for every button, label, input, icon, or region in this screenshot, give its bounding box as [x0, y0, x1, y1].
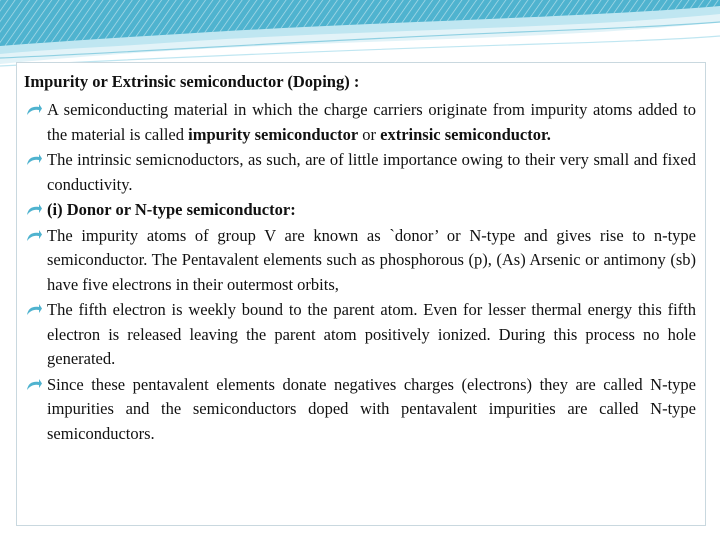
curved-arrow-icon: [25, 303, 43, 317]
bullet-item: [24, 224, 696, 298]
bullet-item: [24, 98, 696, 147]
slide-title: Impurity or Extrinsic semiconductor (Doping) :: [24, 72, 360, 91]
bullet-text: A semiconducting material in which the charge carriers originate from impurity atoms added to the material is called: [47, 100, 696, 144]
bullet-item-subheading: [24, 198, 696, 223]
bullet-list: [24, 98, 696, 447]
bullet-text: Since these pentavalent elements donate negatives charges (electrons) they are called N-type impurities and the semiconductors doped with pentavalent impurities are called N-type semiconductors.: [47, 374, 696, 443]
curved-arrow-icon: [25, 203, 43, 217]
curved-arrow-icon: [25, 153, 43, 167]
subheading-text: (i) Donor or N-type semiconductor:: [47, 200, 296, 219]
bullet-text: The impurity atoms of group V are known as `donor’ or N-type and gives rise to n-type semiconductor. The Pentavalent elements such as phosphorous (p), (As) Arsenic or antimony (sb) have five electrons in their outermost orbits,: [47, 225, 696, 294]
bullet-text: The fifth electron is weekly bound to the parent atom. Even for lesser thermal energy this fifth electron is released leaving the parent atom positively ionized. During this process no hole generated.: [47, 300, 696, 368]
bold-term-extrinsic: extrinsic semiconductor.: [380, 124, 551, 144]
curved-arrow-icon: [25, 103, 43, 117]
bullet-item: [24, 148, 696, 197]
bullet-item: [24, 373, 696, 447]
bullet-text-joiner: or: [358, 124, 381, 144]
bullet-text: The intrinsic semicnoductors, as such, are of little importance owing to their very small and fixed conductivity.: [47, 150, 696, 194]
bold-term-impurity: impurity semiconductor: [188, 124, 359, 144]
bullet-item: [24, 298, 696, 372]
curved-arrow-icon: [25, 229, 43, 243]
curved-arrow-icon: [25, 378, 43, 392]
